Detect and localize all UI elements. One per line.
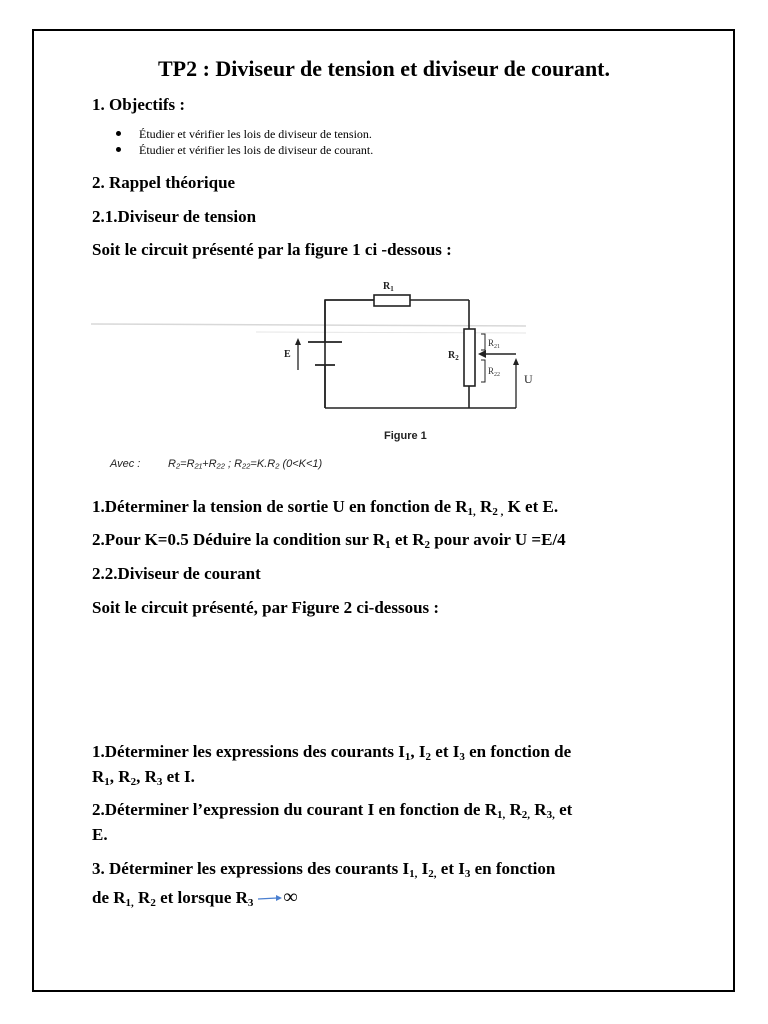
objectif-item-2: Étudier et vérifier les lois de diviseur de courant. (139, 143, 374, 157)
courant-question-3-line-1: 3. Déterminer les expressions des courants $I_{1,}$ $I_{2,}$ et $I_3$ en fonction (92, 859, 556, 880)
resistor-r2 (464, 329, 475, 386)
avec-formula: R₂=R₂₁+R₂₂ ; R₂₂=K.R₂ (0<K<1) (168, 458, 323, 470)
u-arrow-head (513, 358, 519, 365)
tension-question-2: 2.Pour K=0.5 Déduire la condition sur $R_1$ et $R_2$ pour avoir U =E/4 (92, 530, 566, 551)
bullet-icon (116, 147, 121, 152)
label-r1: $R_1$ (383, 281, 394, 293)
section-rappel-heading: 2. Rappel théorique (92, 173, 236, 192)
resistor-r1 (374, 295, 410, 306)
objectif-item-1: Étudier et vérifier les lois de diviseur de tension. (139, 127, 372, 141)
wiper-arrow (478, 350, 486, 358)
infinity-symbol: ∞ (283, 886, 298, 908)
courant-question-1-line-1: 1.Déterminer les expressions des courants $I_1$, $I_2$ et $I_3$ en fonction de (92, 742, 572, 763)
label-r2: $R_2$ (448, 350, 459, 362)
scan-line (91, 324, 526, 326)
courant-intro: Soit le circuit présenté, par Figure 2 ci-dessous : (92, 598, 440, 617)
brace-r22 (481, 360, 485, 382)
figure-1-caption: Figure 1 (384, 430, 427, 442)
tension-intro: Soit le circuit présenté par la figure 1 ci -dessous : (92, 240, 452, 259)
wire-left-top (325, 300, 410, 408)
label-r22: $R_{22}$ (488, 366, 501, 378)
section-tension-heading: 2.1.Diviseur de tension (92, 207, 257, 226)
label-u: U (524, 372, 533, 386)
tension-question-1: 1.Déterminer la tension de sortie U en fonction de $R_{1,}$ $R_{2 ,}$ K et E. (92, 497, 559, 518)
section-objectifs-heading: 1. Objectifs : (92, 95, 186, 114)
tends-to-arrow-icon (257, 894, 283, 904)
courant-question-3-line-2: de $R_{1,}$ $R_2$ et lorsque $R_3$ ∞ (92, 886, 298, 909)
scan-line (256, 332, 526, 333)
label-e: E (284, 349, 291, 360)
figure-1-circuit (86, 272, 536, 472)
courant-question-2-line-2: E. (92, 825, 108, 844)
courant-question-1-line-2: $R_1$, $R_2$, $R_3$ et I. (92, 767, 195, 788)
bullet-icon (116, 131, 121, 136)
page-title: TP2 : Diviseur de tension et diviseur de courant. (157, 56, 611, 81)
avec-label: Avec : (110, 458, 141, 470)
brace-r21 (481, 334, 485, 350)
label-r21: $R_{21}$ (488, 338, 501, 350)
e-arrow-head (295, 338, 301, 345)
courant-question-2-line-1: 2.Déterminer l’expression du courant I en fonction de $R_{1,}$ $R_{2,}$ $R_{3,}$ et (92, 800, 573, 821)
section-courant-heading: 2.2.Diviseur de courant (92, 564, 261, 583)
